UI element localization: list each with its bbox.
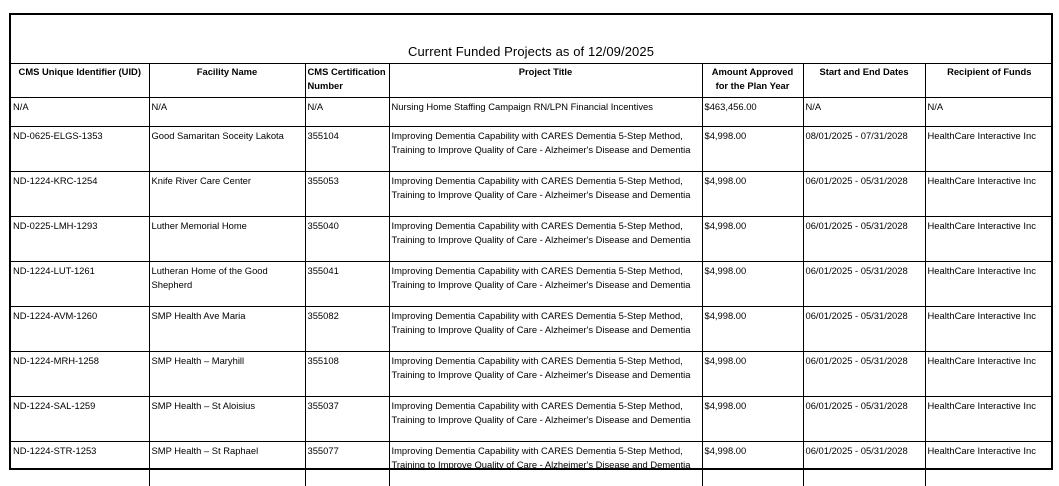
header-cert: CMS Certification Number	[305, 64, 389, 98]
header-row	[11, 64, 1053, 98]
cell-dates: 06/01/2025 - 05/31/2028	[803, 397, 925, 442]
cell-project: Improving Dementia Capability with CARES Dementia 5-Step Method, Training to Improve Quality of Care - Alzheimer's Disease and Dementia	[389, 397, 702, 442]
cell-recipient: HealthCare Interactive Inc	[925, 262, 1053, 307]
cell-facility: SMP Health – St Aloisius	[149, 397, 305, 442]
cell-recipient: HealthCare Interactive Inc	[925, 397, 1053, 442]
cell-project: Improving Dementia Capability with CARES Dementia 5-Step Method, Training to Improve Quality of Care - Alzheimer's Disease and Dementia	[389, 262, 702, 307]
cell-project: Improving Dementia Capability with CARES Dementia 5-Step Method, Training to Improve Quality of Care - Alzheimer's Disease and Dementia	[389, 307, 702, 352]
table-row	[11, 307, 1053, 352]
cell-uid: ND-0625-ELGS-1353	[11, 127, 149, 172]
page-title: Current Funded Projects as of 12/09/2025	[11, 15, 1051, 63]
cell-cert: 355082	[305, 307, 389, 352]
cell-uid: ND-0225-LMH-1293	[11, 217, 149, 262]
header-facility: Facility Name	[149, 64, 305, 98]
cell-project: Improving Dementia Capability with CARES Dementia 5-Step Method, Training to Improve Quality of Care - Alzheimer's Disease and Dementia	[389, 127, 702, 172]
cell-uid: ND-1224-KRC-1254	[11, 172, 149, 217]
funded-projects-table	[11, 63, 1053, 486]
cell-uid: N/A	[11, 98, 149, 127]
cell-amount: $4,998.00	[702, 217, 803, 262]
table-row	[11, 442, 1053, 486]
cell-recipient: HealthCare Interactive Inc	[925, 217, 1053, 262]
cell-project: Improving Dementia Capability with CARES Dementia 5-Step Method, Training to Improve Quality of Care - Alzheimer's Disease and Dementia	[389, 217, 702, 262]
cell-amount: $4,998.00	[702, 397, 803, 442]
cell-facility: Knife River Care Center	[149, 172, 305, 217]
funded-projects-sheet	[9, 13, 1053, 470]
cell-dates: 06/01/2025 - 05/31/2028	[803, 217, 925, 262]
cell-dates: 06/01/2025 - 05/31/2028	[803, 172, 925, 217]
cell-amount: $4,998.00	[702, 442, 803, 486]
table-row	[11, 397, 1053, 442]
cell-project: Improving Dementia Capability with CARES Dementia 5-Step Method, Training to Improve Quality of Care - Alzheimer's Disease and Dementia	[389, 172, 702, 217]
cell-dates: 06/01/2025 - 05/31/2028	[803, 262, 925, 307]
cell-cert: 355077	[305, 442, 389, 486]
cell-uid: ND-1224-MRH-1258	[11, 352, 149, 397]
cell-amount: $4,998.00	[702, 127, 803, 172]
cell-cert: 355040	[305, 217, 389, 262]
cell-facility: SMP Health Ave Maria	[149, 307, 305, 352]
cell-amount: $4,998.00	[702, 307, 803, 352]
cell-uid: ND-1224-SAL-1259	[11, 397, 149, 442]
cell-project: Improving Dementia Capability with CARES Dementia 5-Step Method, Training to Improve Quality of Care - Alzheimer's Disease and Dementia	[389, 442, 702, 486]
header-dates: Start and End Dates	[803, 64, 925, 98]
header-recipient: Recipient of Funds	[925, 64, 1053, 98]
cell-uid: ND-1224-STR-1253	[11, 442, 149, 486]
cell-dates: 06/01/2025 - 05/31/2028	[803, 307, 925, 352]
cell-dates: 06/01/2025 - 05/31/2028	[803, 442, 925, 486]
cell-uid: ND-1224-AVM-1260	[11, 307, 149, 352]
cell-project: Improving Dementia Capability with CARES Dementia 5-Step Method, Training to Improve Quality of Care - Alzheimer's Disease and Dementia	[389, 352, 702, 397]
cell-project: Nursing Home Staffing Campaign RN/LPN Financial Incentives	[389, 98, 702, 127]
cell-recipient: HealthCare Interactive Inc	[925, 127, 1053, 172]
cell-cert: 355108	[305, 352, 389, 397]
header-project: Project Title	[389, 64, 702, 98]
cell-facility: Lutheran Home of the Good Shepherd	[149, 262, 305, 307]
cell-amount: $4,998.00	[702, 172, 803, 217]
table-row	[11, 262, 1053, 307]
cell-facility: SMP Health – Maryhill	[149, 352, 305, 397]
cell-amount: $4,998.00	[702, 352, 803, 397]
cell-recipient: HealthCare Interactive Inc	[925, 442, 1053, 486]
cell-facility: N/A	[149, 98, 305, 127]
cell-cert: N/A	[305, 98, 389, 127]
table-row	[11, 217, 1053, 262]
cell-recipient: N/A	[925, 98, 1053, 127]
cell-facility: Good Samaritan Soceity Lakota	[149, 127, 305, 172]
cell-cert: 355104	[305, 127, 389, 172]
header-uid: CMS Unique Identifier (UID)	[11, 64, 149, 98]
table-row	[11, 172, 1053, 217]
cell-dates: N/A	[803, 98, 925, 127]
cell-recipient: HealthCare Interactive Inc	[925, 172, 1053, 217]
cell-amount: $4,998.00	[702, 262, 803, 307]
cell-uid: ND-1224-LUT-1261	[11, 262, 149, 307]
table-row	[11, 352, 1053, 397]
header-amount: Amount Approved for the Plan Year	[702, 64, 803, 98]
cell-cert: 355053	[305, 172, 389, 217]
cell-recipient: HealthCare Interactive Inc	[925, 307, 1053, 352]
cell-recipient: HealthCare Interactive Inc	[925, 352, 1053, 397]
table-row	[11, 98, 1053, 127]
cell-dates: 08/01/2025 - 07/31/2028	[803, 127, 925, 172]
table-row	[11, 127, 1053, 172]
cell-cert: 355037	[305, 397, 389, 442]
cell-facility: Luther Memorial Home	[149, 217, 305, 262]
cell-facility: SMP Health – St Raphael	[149, 442, 305, 486]
cell-cert: 355041	[305, 262, 389, 307]
cell-dates: 06/01/2025 - 05/31/2028	[803, 352, 925, 397]
cell-amount: $463,456.00	[702, 98, 803, 127]
